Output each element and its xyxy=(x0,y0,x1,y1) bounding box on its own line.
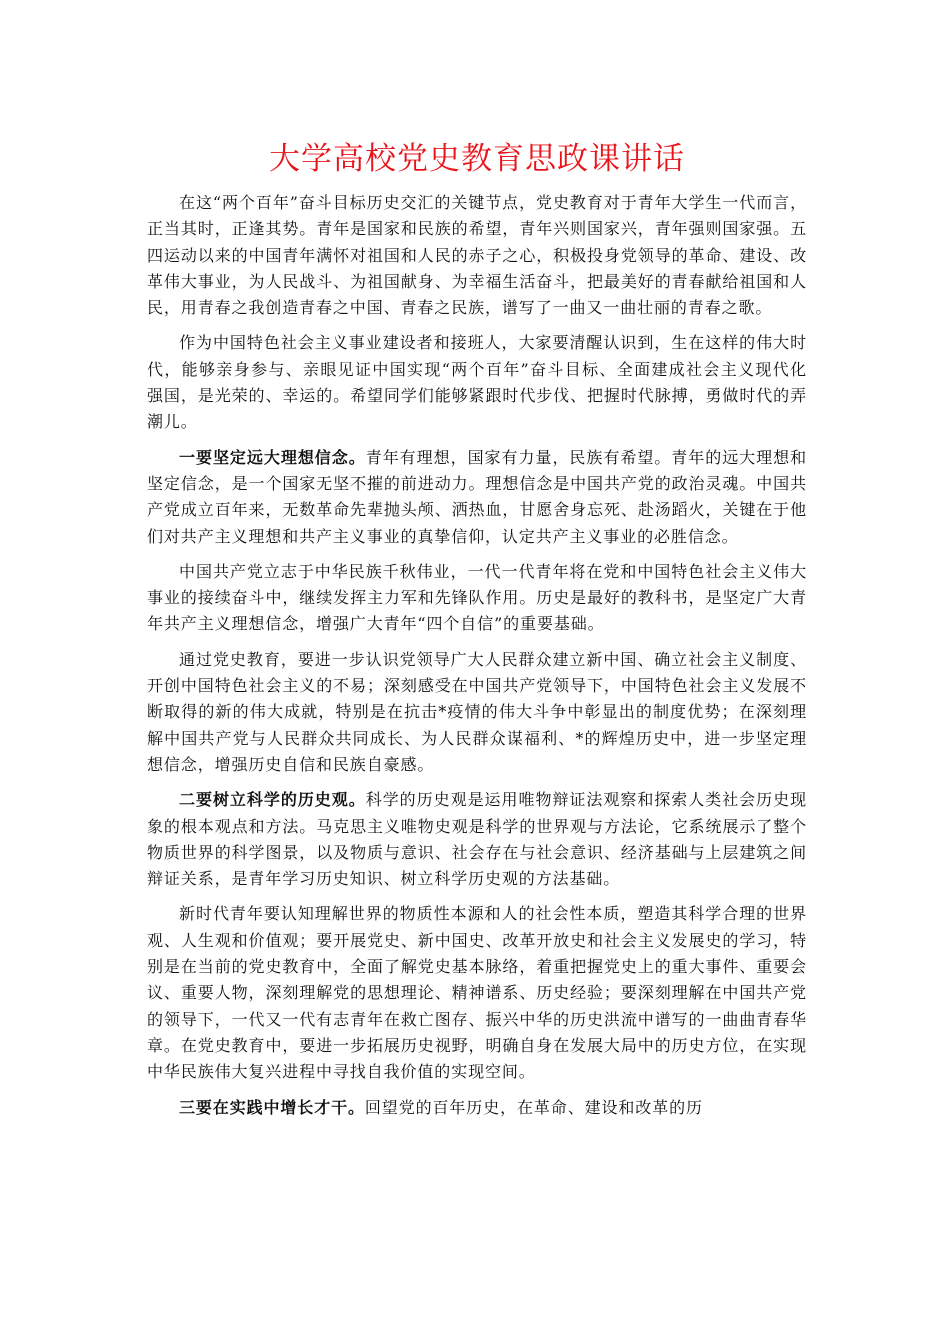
paragraph-text: 在这“两个百年”奋斗目标历史交汇的关键节点，党史教育对于青年大学生一代而言，正当其时，正逢其势。青年是国家和民族的希望，青年兴则国家兴，青年强则国家强。五四运动以来的中国青年满怀对祖国和人民的赤子之心，积极投身党领导的革命、建设、改革伟大事业，为人民战斗、为祖国献身、为幸福生活奋斗，把最美好的青春献给祖国和人民，用青春之我创造青春之中国、青春之民族，谱写了一曲又一曲壮丽的青春之歌。 xyxy=(147,193,807,318)
paragraph-text: 作为中国特色社会主义事业建设者和接班人，大家要清醒认识到，生在这样的伟大时代，能够亲身参与、亲眼见证中国实现“两个百年”奋斗目标、全面建成社会主义现代化强国，是光荣的、幸运的。希望同学们能够紧跟时代步伐、把握时代脉搏，勇做时代的弄潮儿。 xyxy=(147,333,807,432)
paragraph-text: 回望党的百年历史，在革命、建设和改革的历 xyxy=(364,1097,703,1117)
paragraph-lead: 一要坚定远大理想信念。 xyxy=(179,447,366,467)
paragraph-text: 青年有理想，国家有力量，民族有希望。青年的远大理想和坚定信念，是一个国家无坚不摧的前进动力。理想信念是中国共产党的政治灵魂。中国共产党成立百年来，无数革命先辈抛头颅、洒热血，甘愿舍身忘死、赴汤蹈火，关键在于他们对共产主义理想和共产主义事业的真挚信仰，认定共产主义事业的必胜信念。 xyxy=(147,447,808,546)
paragraph-8 xyxy=(147,1095,807,1121)
paragraph-lead: 二要树立科学的历史观。 xyxy=(179,790,366,810)
paragraph-lead: 三要在实践中增长才干。 xyxy=(179,1097,365,1117)
document-page xyxy=(147,128,807,1130)
paragraph-3 xyxy=(147,445,807,550)
paragraph-7 xyxy=(147,901,807,1085)
paragraph-text: 科学的历史观是运用唯物辩证法观察和探索人类社会历史现象的根本观点和方法。马克思主义唯物史观是科学的世界观与方法论，它系统展示了整个物质世界的科学图景，以及物质与意识、社会存在与社会意识、经济基础与上层建筑之间辩证关系，是青年学习历史知识、树立科学历史观的方法基础。 xyxy=(147,790,808,889)
paragraph-6 xyxy=(147,787,807,892)
document-title: 大学高校党史教育思政课讲话 xyxy=(269,141,685,177)
paragraph-2 xyxy=(147,330,807,435)
paragraph-5 xyxy=(147,647,807,778)
paragraph-4 xyxy=(147,559,807,638)
paragraph-1 xyxy=(147,190,807,321)
paragraph-text: 新时代青年要认知理解世界的物质性本源和人的社会性本质，塑造其科学合理的世界观、人生观和价值观；要开展党史、新中国史、改革开放史和社会主义发展史的学习，特别是在当前的党史教育中，全面了解党史基本脉络，着重把握党史上的重大事件、重要会议、重要人物，深刻理解党的思想理论、精神谱系、历史经验；要深刻理解在中国共产党的领导下，一代又一代有志青年在救亡图存、振兴中华的历史洪流中谱写的一曲曲青春华章。在党史教育中，要进一步拓展历史视野，明确自身在发展大局中的历史方位，在实现中华民族伟大复兴进程中寻找自我价值的实现空间。 xyxy=(147,904,807,1082)
paragraph-text: 通过党史教育，要进一步认识党领导广大人民群众建立新中国、确立社会主义制度、开创中国特色社会主义的不易；深刻感受在中国共产党领导下，中国特色社会主义发展不断取得的新的伟大成就，特别是在抗击*疫情的伟大斗争中彰显出的制度优势；在深刻理解中国共产党与人民群众共同成长、为人民群众谋福利、*的辉煌历史中，进一步坚定理想信念，增强历史自信和民族自豪感。 xyxy=(147,649,807,774)
paragraph-text: 中国共产党立志于中华民族千秋伟业，一代一代青年将在党和中国特色社会主义伟大事业的接续奋斗中，继续发挥主力军和先锋队作用。历史是最好的教科书，是坚定广大青年共产主义理想信念，增强广大青年“四个自信”的重要基础。 xyxy=(147,561,807,634)
